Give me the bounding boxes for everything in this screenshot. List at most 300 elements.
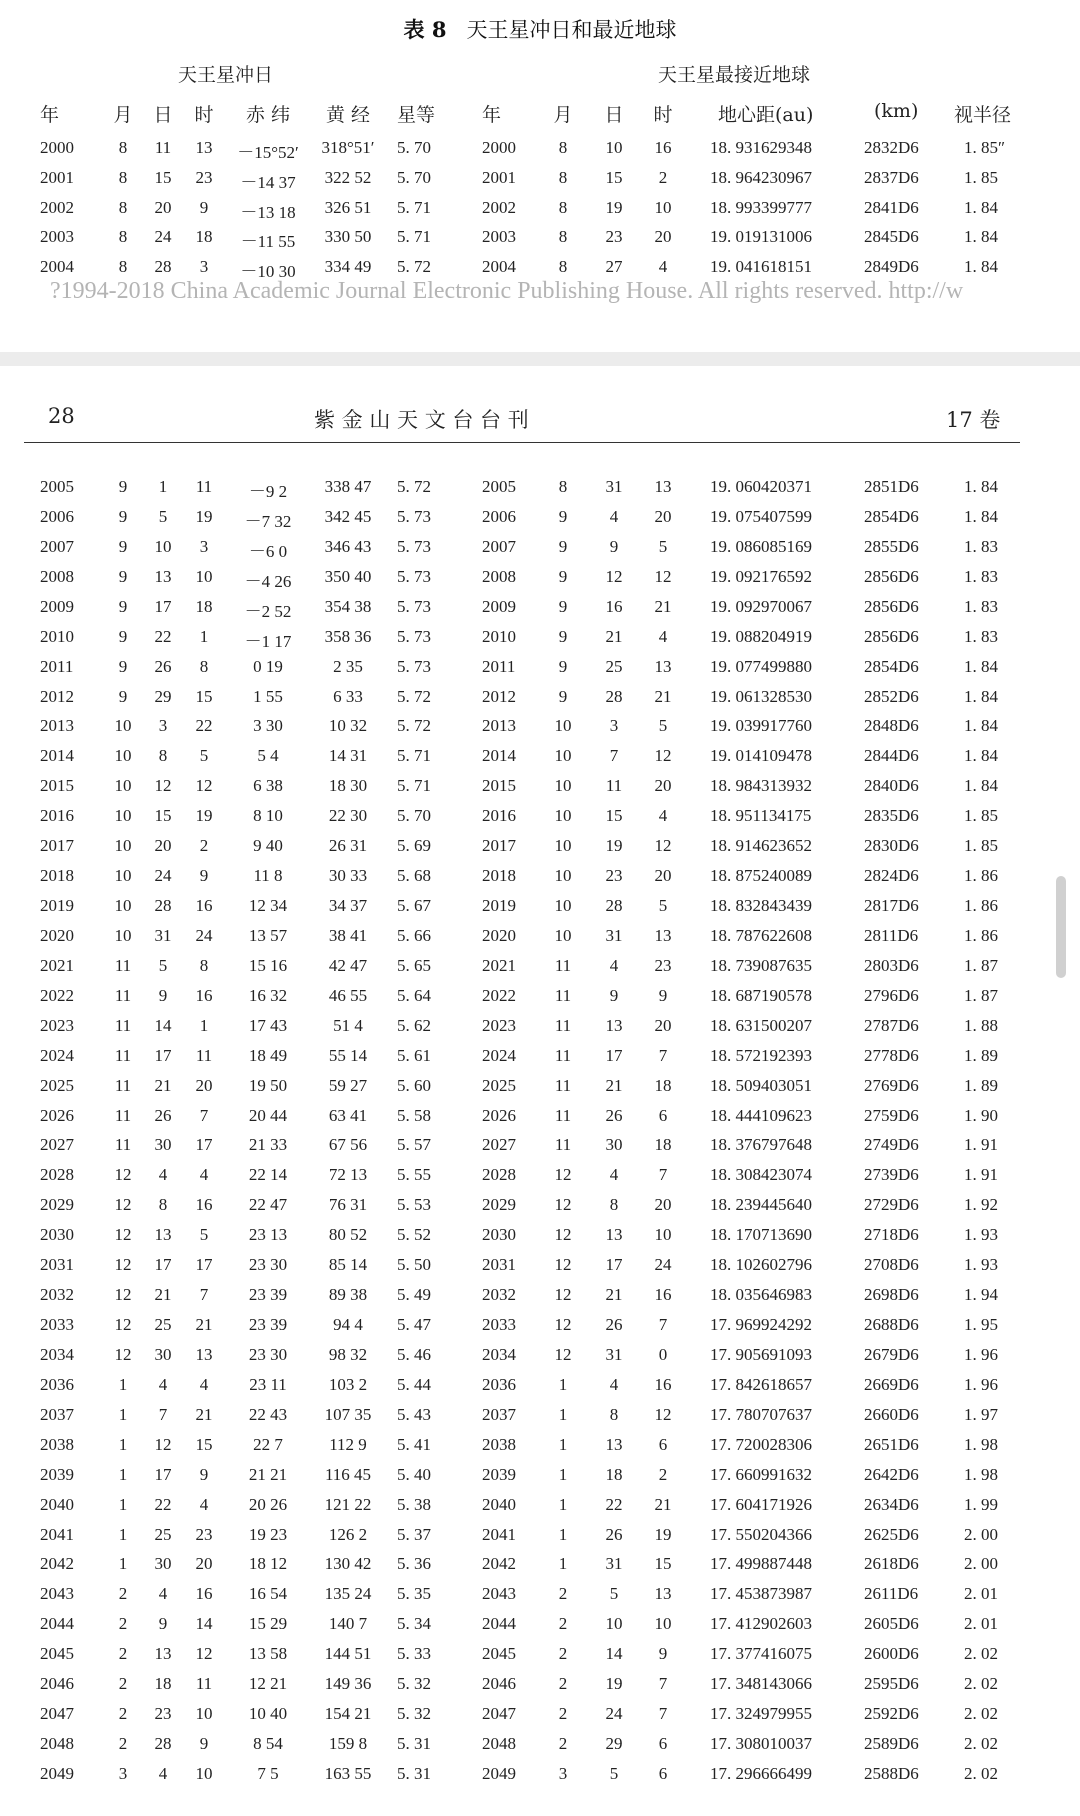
cell-day-2: 9 (609, 985, 619, 1005)
cell-day-2: 7 (609, 746, 619, 766)
cell-hour: 19 (195, 806, 213, 826)
cell-longitude: 76 31 (328, 1195, 368, 1215)
cell-apparent-radius: 1. 84 (964, 506, 998, 526)
cell-magnitude: 5. 35 (397, 1584, 431, 1604)
cell-month: 1 (118, 1554, 128, 1574)
cell-month: 12 (114, 1285, 132, 1305)
table-row (0, 477, 1080, 505)
cell-hour-2: 2 (658, 167, 668, 187)
cell-year: 2034 (40, 1344, 74, 1364)
cell-month-2: 11 (554, 1105, 572, 1125)
cell-magnitude: 5. 70 (397, 167, 431, 187)
cell-month-2: 1 (558, 1404, 568, 1424)
cell-month: 11 (114, 985, 132, 1005)
table-row (0, 1345, 1080, 1373)
header-day: 日 (153, 104, 173, 126)
cell-year: 2020 (40, 925, 74, 945)
header-hour-2: 时 (653, 104, 673, 126)
cell-distance-km: 2708D6 (864, 1255, 919, 1275)
cell-longitude: 85 14 (328, 1255, 368, 1275)
cell-hour: 15 (195, 686, 213, 706)
cell-declination: －10 30 (240, 262, 296, 282)
cell-day-2: 28 (605, 686, 623, 706)
cell-hour-2: 12 (654, 1404, 672, 1424)
cell-day: 21 (154, 1285, 172, 1305)
cell-longitude: 330 50 (324, 227, 372, 247)
cell-apparent-radius: 2. 01 (964, 1584, 998, 1604)
cell-longitude: 94 4 (333, 1315, 363, 1335)
cell-day: 30 (154, 1344, 172, 1364)
cell-apparent-radius: 1. 93 (964, 1255, 998, 1275)
cell-hour-2: 12 (654, 566, 672, 586)
cell-year: 2047 (40, 1704, 74, 1724)
cell-hour: 5 (199, 746, 209, 766)
cell-day-2: 13 (605, 1225, 623, 1245)
cell-magnitude: 5. 32 (397, 1704, 431, 1724)
cell-day-2: 26 (605, 1315, 623, 1335)
cell-apparent-radius: 1. 86 (964, 925, 998, 945)
cell-distance-au: 18. 914623652 (710, 836, 812, 856)
cell-month-2: 9 (558, 686, 568, 706)
cell-hour-2: 5 (658, 896, 668, 916)
cell-hour: 23 (195, 1524, 213, 1544)
cell-day: 22 (154, 1494, 172, 1514)
cell-hour-2: 13 (654, 656, 672, 676)
cell-year-2: 2034 (482, 1344, 516, 1364)
cell-month: 11 (114, 1015, 132, 1035)
cell-day-2: 26 (605, 1105, 623, 1125)
cell-hour-2: 20 (654, 776, 672, 796)
cell-year-2: 2023 (482, 1015, 516, 1035)
cell-hour-2: 20 (654, 1015, 672, 1035)
cell-day-2: 31 (605, 477, 623, 496)
cell-day: 9 (158, 985, 168, 1005)
cell-distance-km: 2856D6 (864, 626, 919, 646)
cell-day: 31 (154, 925, 172, 945)
cell-distance-au: 17. 660991632 (710, 1464, 812, 1484)
cell-distance-km: 2595D6 (864, 1674, 919, 1694)
cell-apparent-radius: 1. 84 (964, 656, 998, 676)
cell-year: 2009 (40, 596, 74, 616)
cell-hour: 2 (199, 836, 209, 856)
table-row (0, 1674, 1080, 1702)
cell-hour-2: 5 (658, 536, 668, 556)
cell-apparent-radius: 1. 94 (964, 1285, 998, 1305)
cell-distance-km: 2600D6 (864, 1644, 919, 1664)
cell-longitude: 126 2 (328, 1524, 368, 1544)
cell-year: 2031 (40, 1255, 74, 1275)
cell-distance-km: 2854D6 (864, 506, 919, 526)
cell-distance-au: 17. 720028306 (710, 1434, 812, 1454)
cell-magnitude: 5. 43 (397, 1404, 431, 1424)
cell-declination: 19 50 (248, 1075, 288, 1095)
cell-month-2: 9 (558, 506, 568, 526)
cell-month: 1 (118, 1494, 128, 1514)
cell-apparent-radius: 1. 95 (964, 1315, 998, 1335)
cell-day-2: 31 (605, 1554, 623, 1574)
cell-magnitude: 5. 72 (397, 477, 431, 496)
cell-day-2: 31 (605, 1344, 623, 1364)
cell-distance-km: 2605D6 (864, 1614, 919, 1634)
cell-hour-2: 16 (654, 1374, 672, 1394)
cell-hour-2: 4 (658, 257, 668, 277)
cell-hour-2: 16 (654, 1285, 672, 1305)
header-year: 年 (40, 104, 60, 126)
cell-year: 2045 (40, 1644, 74, 1664)
cell-apparent-radius: 2. 02 (964, 1763, 998, 1783)
cell-apparent-radius: 2. 02 (964, 1734, 998, 1754)
cell-longitude: 326 51 (324, 197, 372, 217)
cell-magnitude: 5. 70 (397, 806, 431, 826)
cell-magnitude: 5. 73 (397, 656, 431, 676)
cell-declination: 8 10 (253, 806, 283, 826)
cell-declination: －9 2 (248, 482, 288, 501)
cell-hour: 11 (195, 1045, 213, 1065)
table-row (0, 1106, 1080, 1134)
cell-hour: 20 (195, 1554, 213, 1574)
cell-apparent-radius: 1. 83 (964, 536, 998, 556)
cell-longitude: 2 35 (333, 656, 363, 676)
cell-month-2: 2 (558, 1614, 568, 1634)
header-magnitude: 星等 (397, 104, 436, 126)
cell-month-2: 11 (554, 1075, 572, 1095)
cell-day-2: 10 (605, 1614, 623, 1634)
table-row (0, 776, 1080, 804)
cell-year-2: 2024 (482, 1045, 516, 1065)
cell-declination: 1 55 (253, 686, 283, 706)
cell-year-2: 2046 (482, 1674, 516, 1694)
cell-magnitude: 5. 49 (397, 1285, 431, 1305)
cell-year: 2000 (40, 138, 74, 157)
cell-year-2: 2012 (482, 686, 516, 706)
cell-month: 12 (114, 1344, 132, 1364)
cell-declination: 3 30 (253, 716, 283, 736)
cell-month-2: 12 (554, 1315, 572, 1335)
cell-month: 10 (114, 866, 132, 886)
cell-longitude: 26 31 (328, 836, 368, 856)
cell-hour: 22 (195, 716, 213, 736)
cell-year: 2012 (40, 686, 74, 706)
cell-apparent-radius: 1. 98 (964, 1464, 998, 1484)
cell-day: 17 (154, 1255, 172, 1275)
cell-hour-2: 10 (654, 1614, 672, 1634)
cell-declination: 20 26 (248, 1494, 288, 1514)
cell-magnitude: 5. 62 (397, 1015, 431, 1035)
cell-longitude: 342 45 (324, 506, 372, 526)
cell-hour-2: 7 (658, 1045, 668, 1065)
cell-year-2: 2042 (482, 1554, 516, 1574)
cell-month: 2 (118, 1614, 128, 1634)
cell-month: 10 (114, 776, 132, 796)
cell-month: 2 (118, 1584, 128, 1604)
table-row (0, 1285, 1080, 1313)
cell-month: 10 (114, 746, 132, 766)
cell-declination: 22 14 (248, 1165, 288, 1185)
cell-year-2: 2049 (482, 1763, 516, 1783)
cell-day: 11 (154, 138, 172, 157)
cell-year: 2011 (40, 656, 74, 676)
cell-day: 20 (154, 836, 172, 856)
cell-hour: 24 (195, 925, 213, 945)
cell-distance-au: 17. 377416075 (710, 1644, 812, 1664)
cell-declination: 23 11 (249, 1374, 287, 1394)
cell-apparent-radius: 2. 02 (964, 1644, 998, 1664)
cell-longitude: 107 35 (324, 1404, 372, 1424)
cell-hour: 4 (199, 1374, 209, 1394)
cell-day: 22 (154, 626, 172, 646)
cell-distance-au: 19. 092176592 (710, 566, 812, 586)
cell-month-2: 10 (554, 716, 572, 736)
table-row (0, 896, 1080, 924)
cell-distance-au: 19. 060420371 (710, 477, 812, 496)
cell-day: 12 (154, 1434, 172, 1454)
cell-day: 10 (154, 536, 172, 556)
cell-day: 8 (158, 746, 168, 766)
cell-hour: 5 (199, 1225, 209, 1245)
cell-month-2: 8 (558, 138, 568, 157)
cell-longitude: 338 47 (324, 477, 372, 496)
cell-year-2: 2039 (482, 1464, 516, 1484)
cell-day-2: 4 (609, 506, 619, 526)
cell-month-2: 10 (554, 836, 572, 856)
cell-declination: 12 21 (248, 1674, 288, 1694)
cell-hour-2: 23 (654, 955, 672, 975)
cell-year-2: 2005 (482, 477, 516, 496)
table-row (0, 597, 1080, 625)
cell-month: 10 (114, 716, 132, 736)
cell-magnitude: 5. 40 (397, 1464, 431, 1484)
cell-distance-au: 18. 964230967 (710, 167, 812, 187)
cell-day: 25 (154, 1524, 172, 1544)
cell-hour: 21 (195, 1315, 213, 1335)
cell-distance-au: 19. 019131006 (710, 227, 812, 247)
cell-year: 2041 (40, 1524, 74, 1544)
cell-distance-au: 18. 631500207 (710, 1015, 812, 1035)
cell-distance-au: 17. 604171926 (710, 1494, 812, 1514)
cell-declination: －15°52′ (237, 143, 299, 162)
cell-month-2: 1 (558, 1434, 568, 1454)
cell-hour-2: 19 (654, 1524, 672, 1544)
cell-distance-au: 19. 092970067 (710, 596, 812, 616)
column-header-row (0, 100, 1080, 130)
cell-distance-km: 2625D6 (864, 1524, 919, 1544)
cell-day: 26 (154, 1105, 172, 1125)
cell-year: 2002 (40, 197, 74, 217)
header-apparent-radius: 视半径 (954, 104, 1012, 126)
cell-day-2: 16 (605, 596, 623, 616)
cell-month-2: 12 (554, 1285, 572, 1305)
cell-month-2: 8 (558, 257, 568, 277)
cell-longitude: 322 52 (324, 167, 372, 187)
cell-magnitude: 5. 37 (397, 1524, 431, 1544)
journal-title: 紫 金 山 天 文 台 台 刊 (314, 408, 529, 432)
cell-month: 12 (114, 1315, 132, 1335)
cell-month: 9 (118, 506, 128, 526)
cell-magnitude: 5. 47 (397, 1315, 431, 1335)
cell-day: 13 (154, 1644, 172, 1664)
cell-magnitude: 5. 70 (397, 138, 431, 157)
cell-hour-2: 6 (658, 1434, 668, 1454)
cell-apparent-radius: 1. 89 (964, 1045, 998, 1065)
cell-distance-au: 18. 308423074 (710, 1165, 812, 1185)
cell-distance-au: 19. 061328530 (710, 686, 812, 706)
cell-year-2: 2014 (482, 746, 516, 766)
cell-apparent-radius: 1. 84 (964, 716, 998, 736)
cell-day-2: 9 (609, 536, 619, 556)
cell-magnitude: 5. 73 (397, 566, 431, 586)
table-row (0, 1614, 1080, 1642)
cell-day: 29 (154, 686, 172, 706)
table-row (0, 507, 1080, 535)
cell-hour-2: 21 (654, 1494, 672, 1514)
cell-declination: 12 34 (248, 896, 288, 916)
cell-day-2: 18 (605, 1464, 623, 1484)
cell-month-2: 9 (558, 626, 568, 646)
header-day-2: 日 (604, 104, 624, 126)
cell-declination: 18 49 (248, 1045, 288, 1065)
cell-hour: 3 (199, 536, 209, 556)
page-number: 28 (48, 404, 75, 428)
cell-apparent-radius: 1. 92 (964, 1195, 998, 1215)
cell-hour: 4 (199, 1494, 209, 1514)
cell-magnitude: 5. 57 (397, 1135, 431, 1155)
cell-month-2: 1 (558, 1374, 568, 1394)
table-row (0, 1225, 1080, 1253)
cell-distance-au: 18. 444109623 (710, 1105, 812, 1125)
cell-longitude: 350 40 (324, 566, 372, 586)
table-row (0, 1315, 1080, 1343)
cell-apparent-radius: 1. 86 (964, 896, 998, 916)
cell-declination: 23 39 (248, 1285, 288, 1305)
cell-declination: 10 40 (248, 1704, 288, 1724)
cell-day-2: 15 (605, 806, 623, 826)
cell-day: 28 (154, 1734, 172, 1754)
cell-hour: 17 (195, 1255, 213, 1275)
cell-month-2: 10 (554, 866, 572, 886)
cell-day-2: 23 (605, 227, 623, 247)
cell-distance-au: 18. 509403051 (710, 1075, 812, 1095)
cell-year: 2043 (40, 1584, 74, 1604)
cell-month-2: 9 (558, 536, 568, 556)
cell-hour: 12 (195, 1644, 213, 1664)
cell-longitude: 318°51′ (321, 138, 375, 157)
cell-hour: 19 (195, 506, 213, 526)
cell-longitude: 149 36 (324, 1674, 372, 1694)
cell-day-2: 4 (609, 1374, 619, 1394)
volume-label: 17 卷 (946, 408, 1001, 432)
cell-year-2: 2001 (482, 167, 516, 187)
cell-hour-2: 6 (658, 1734, 668, 1754)
cell-year: 2046 (40, 1674, 74, 1694)
cell-distance-au: 18. 984313932 (710, 776, 812, 796)
cell-distance-km: 2855D6 (864, 536, 919, 556)
cell-apparent-radius: 1. 84 (964, 776, 998, 796)
cell-longitude: 140 7 (328, 1614, 368, 1634)
cell-day: 17 (154, 596, 172, 616)
cell-month-2: 8 (558, 477, 568, 496)
cell-year: 2030 (40, 1225, 74, 1245)
cell-day-2: 21 (605, 1075, 623, 1095)
cell-month: 1 (118, 1404, 128, 1424)
cell-apparent-radius: 1. 85 (964, 167, 998, 187)
cell-year-2: 2011 (482, 656, 516, 676)
cell-longitude: 346 43 (324, 536, 372, 556)
cell-distance-km: 2634D6 (864, 1494, 919, 1514)
cell-apparent-radius: 1. 84 (964, 197, 998, 217)
cell-year: 2036 (40, 1374, 74, 1394)
cell-apparent-radius: 1. 99 (964, 1494, 998, 1514)
cell-magnitude: 5. 71 (397, 776, 431, 796)
cell-distance-km: 2749D6 (864, 1135, 919, 1155)
cell-month: 12 (114, 1225, 132, 1245)
cell-declination: －2 52 (244, 601, 292, 621)
cell-declination: －6 0 (248, 541, 288, 561)
scrollbar-thumb[interactable] (1056, 876, 1066, 978)
cell-distance-km: 2729D6 (864, 1195, 919, 1215)
cell-month: 9 (118, 626, 128, 646)
cell-distance-km: 2845D6 (864, 227, 919, 247)
cell-magnitude: 5. 73 (397, 596, 431, 616)
cell-longitude: 135 24 (324, 1584, 372, 1604)
cell-month-2: 11 (554, 1135, 572, 1155)
cell-hour-2: 4 (658, 626, 668, 646)
cell-hour-2: 2 (658, 1464, 668, 1484)
cell-declination: 20 44 (248, 1105, 288, 1125)
table-row (0, 806, 1080, 834)
cell-distance-km: 2679D6 (864, 1344, 919, 1364)
cell-hour-2: 7 (658, 1165, 668, 1185)
cell-year: 2040 (40, 1494, 74, 1514)
cell-day-2: 30 (605, 1135, 623, 1155)
cell-month: 8 (118, 167, 128, 187)
cell-distance-km: 2851D6 (864, 477, 919, 496)
table-row (0, 227, 1080, 255)
table-row (0, 716, 1080, 744)
cell-day: 18 (154, 1674, 172, 1694)
cell-distance-km: 2778D6 (864, 1045, 919, 1065)
cell-month-2: 11 (554, 985, 572, 1005)
cell-hour-2: 9 (658, 1644, 668, 1664)
cell-longitude: 130 42 (324, 1554, 372, 1574)
table-row (0, 926, 1080, 954)
cell-year: 2015 (40, 776, 74, 796)
cell-declination: 23 13 (248, 1225, 288, 1245)
cell-day: 23 (154, 1704, 172, 1724)
cell-year: 2024 (40, 1045, 74, 1065)
cell-year-2: 2048 (482, 1734, 516, 1754)
cell-day: 30 (154, 1554, 172, 1574)
cell-declination: 23 30 (248, 1344, 288, 1364)
table-row (0, 1764, 1080, 1792)
cell-month: 1 (118, 1464, 128, 1484)
cell-distance-km: 2856D6 (864, 596, 919, 616)
cell-longitude: 159 8 (328, 1734, 368, 1754)
cell-distance-au: 17. 296666499 (710, 1763, 812, 1783)
cell-day-2: 4 (609, 1165, 619, 1185)
cell-hour-2: 12 (654, 836, 672, 856)
cell-longitude: 67 56 (328, 1135, 368, 1155)
cell-hour-2: 13 (654, 1584, 672, 1604)
cell-year-2: 2013 (482, 716, 516, 736)
cell-month-2: 9 (558, 596, 568, 616)
cell-distance-au: 18. 239445640 (710, 1195, 812, 1215)
cell-month-2: 1 (558, 1464, 568, 1484)
cell-distance-au: 18. 875240089 (710, 866, 812, 886)
cell-distance-au: 18. 102602796 (710, 1255, 812, 1275)
cell-hour: 9 (199, 1734, 209, 1754)
cell-apparent-radius: 1. 93 (964, 1225, 998, 1245)
cell-hour-2: 5 (658, 716, 668, 736)
